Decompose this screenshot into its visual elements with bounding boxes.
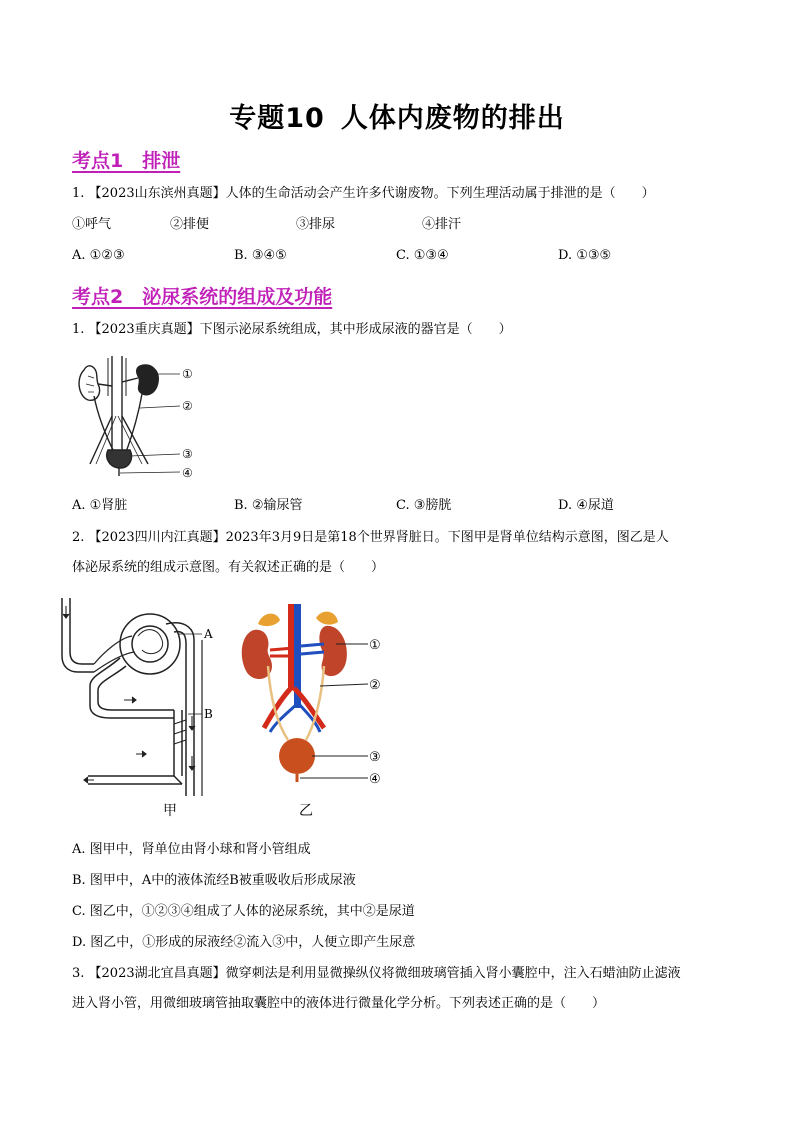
title-topic-number: 专题10 — [229, 103, 325, 134]
bladder-shape — [107, 450, 132, 468]
figure-caption-a: 甲 — [163, 803, 177, 819]
q3-option-a: A. 图甲中，肾单位由肾小球和肾小管组成 — [72, 842, 311, 857]
fig1-label-3: ③ — [182, 447, 193, 461]
fig-b-label-1: ① — [369, 638, 381, 653]
q1-option-a: A. ①②③ — [72, 248, 125, 263]
q2-option-b: B. ②输尿管 — [234, 498, 303, 513]
urinary-system-color-figure — [236, 604, 386, 784]
page-title — [0, 96, 794, 135]
fig-b-label-3: ③ — [369, 750, 381, 765]
question-2-stem: 1. 【2023重庆真题】下图示泌尿系统组成，其中形成尿液的器官是（ ） — [72, 322, 512, 337]
left-kidney-shape — [79, 366, 99, 400]
q2-option-d: D. ④尿道 — [558, 498, 614, 513]
q1-option-d: D. ①③⑤ — [558, 248, 612, 263]
q1-item-3: ③排尿 — [296, 217, 336, 232]
bladder-color — [279, 738, 315, 774]
fig-a-label-A: A — [204, 627, 213, 641]
section-heading-excretion: 考点1 排泄 — [72, 150, 181, 172]
q1-option-c: C. ①③④ — [396, 248, 449, 263]
q1-item-1: ①呼气 — [72, 217, 112, 232]
fig-b-label-4: ④ — [369, 772, 381, 784]
question-4-stem-line2: 进入肾小管，用微细玻璃管抽取囊腔中的液体进行微量化学分析。下列表述正确的是（ ） — [72, 996, 606, 1011]
q1-item-2: ②排便 — [170, 217, 210, 232]
q3-option-c: C. 图乙中，①②③④组成了人体的泌尿系统，其中②是尿道 — [72, 904, 415, 919]
fig-a-label-B: B — [204, 707, 213, 721]
question-4-stem-line1: 3. 【2023湖北宜昌真题】微穿刺法是利用显微操纵仪将微细玻璃管插入肾小囊腔中，注入石蜡油防止滤液 — [72, 966, 681, 981]
fig1-label-1: ① — [182, 367, 193, 381]
left-adrenal-shape — [258, 614, 280, 626]
nephron-figure — [54, 596, 224, 796]
title-topic-name: 人体内废物的排出 — [340, 103, 565, 134]
q2-option-a: A. ①肾脏 — [72, 498, 128, 513]
urinary-system-figure — [76, 356, 206, 482]
q3-option-d: D. 图乙中，①形成的尿液经②流入③中，人便立即产生尿意 — [72, 935, 416, 950]
fig1-label-4: ④ — [182, 466, 193, 480]
fig-b-label-2: ② — [369, 678, 381, 693]
fig1-label-2: ② — [182, 399, 193, 413]
right-kidney-shape — [137, 365, 159, 395]
question-3-stem-line1: 2. 【2023四川内江真题】2023年3月9日是第18个世界肾脏日。下图甲是肾单位结构示意图，图乙是人 — [72, 530, 669, 545]
question-1-stem: 1. 【2023山东滨州真题】人体的生命活动会产生许多代谢废物。下列生理活动属于排泄的是（ ） — [72, 186, 655, 201]
question-3-stem-line2: 体泌尿系统的组成示意图。有关叙述正确的是（ ） — [72, 560, 385, 575]
q2-option-c: C. ③膀胱 — [396, 498, 452, 513]
q1-option-b: B. ③④⑤ — [234, 248, 287, 263]
figure-caption-b: 乙 — [299, 803, 313, 819]
right-adrenal-shape — [316, 612, 338, 625]
section-heading-urinary-system: 考点2 泌尿系统的组成及功能 — [72, 286, 333, 308]
q3-option-b: B. 图甲中，A中的液体流经B被重吸收后形成尿液 — [72, 873, 356, 888]
q1-item-4: ④排汗 — [422, 217, 462, 232]
